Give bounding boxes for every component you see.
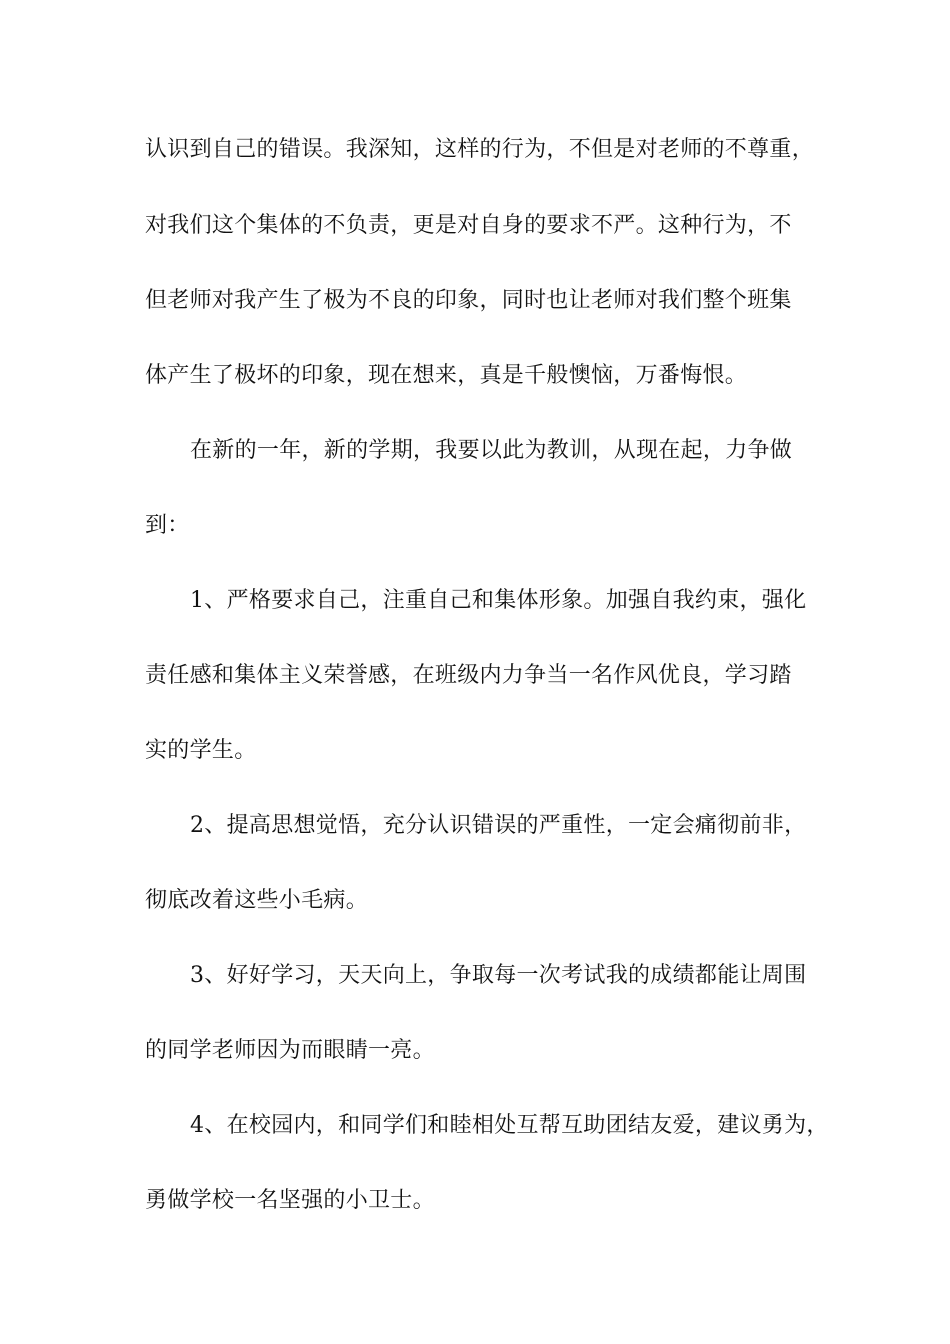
list-item-3-start: 3、好好学习，天天向上，争取每一次考试我的成绩都能让周围 [190,963,807,988]
list-item-4-cont: 勇做学校一名坚强的小卫士。 [145,1188,435,1213]
text-line-2: 对我们这个集体的不负责，更是对自身的要求不严。这种行为，不 [145,213,792,238]
paragraph-start-1: 在新的一年，新的学期，我要以此为教训，从现在起，力争做 [190,438,793,463]
list-item-1-cont-2: 实的学生。 [145,738,257,763]
list-item-2-start: 2、提高思想觉悟，充分认识错误的严重性，一定会痛彻前非， [190,813,807,838]
list-item-1-start: 1、严格要求自己，注重自己和集体形象。加强自我约束，强化 [190,588,807,613]
list-item-2-cont: 彻底改着这些小毛病。 [145,888,369,913]
text-line-6: 到： [145,513,190,538]
list-item-4-start: 4、在校园内，和同学们和睦相处互帮互助团结友爱，建议勇为， [190,1113,829,1138]
list-item-3-cont: 的同学老师因为而眼睛一亮。 [145,1038,435,1063]
text-line-3: 但老师对我产生了极为不良的印象，同时也让老师对我们整个班集 [145,288,792,313]
text-line-4: 体产生了极坏的印象，现在想来，真是千般懊恼，万番悔恨。 [145,363,748,388]
list-item-1-cont-1: 责任感和集体主义荣誉感，在班级内力争当一名作风优良，学习踏 [145,663,792,688]
text-line-1: 认识到自己的错误。我深知，这样的行为，不但是对老师的不尊重， [145,137,815,162]
